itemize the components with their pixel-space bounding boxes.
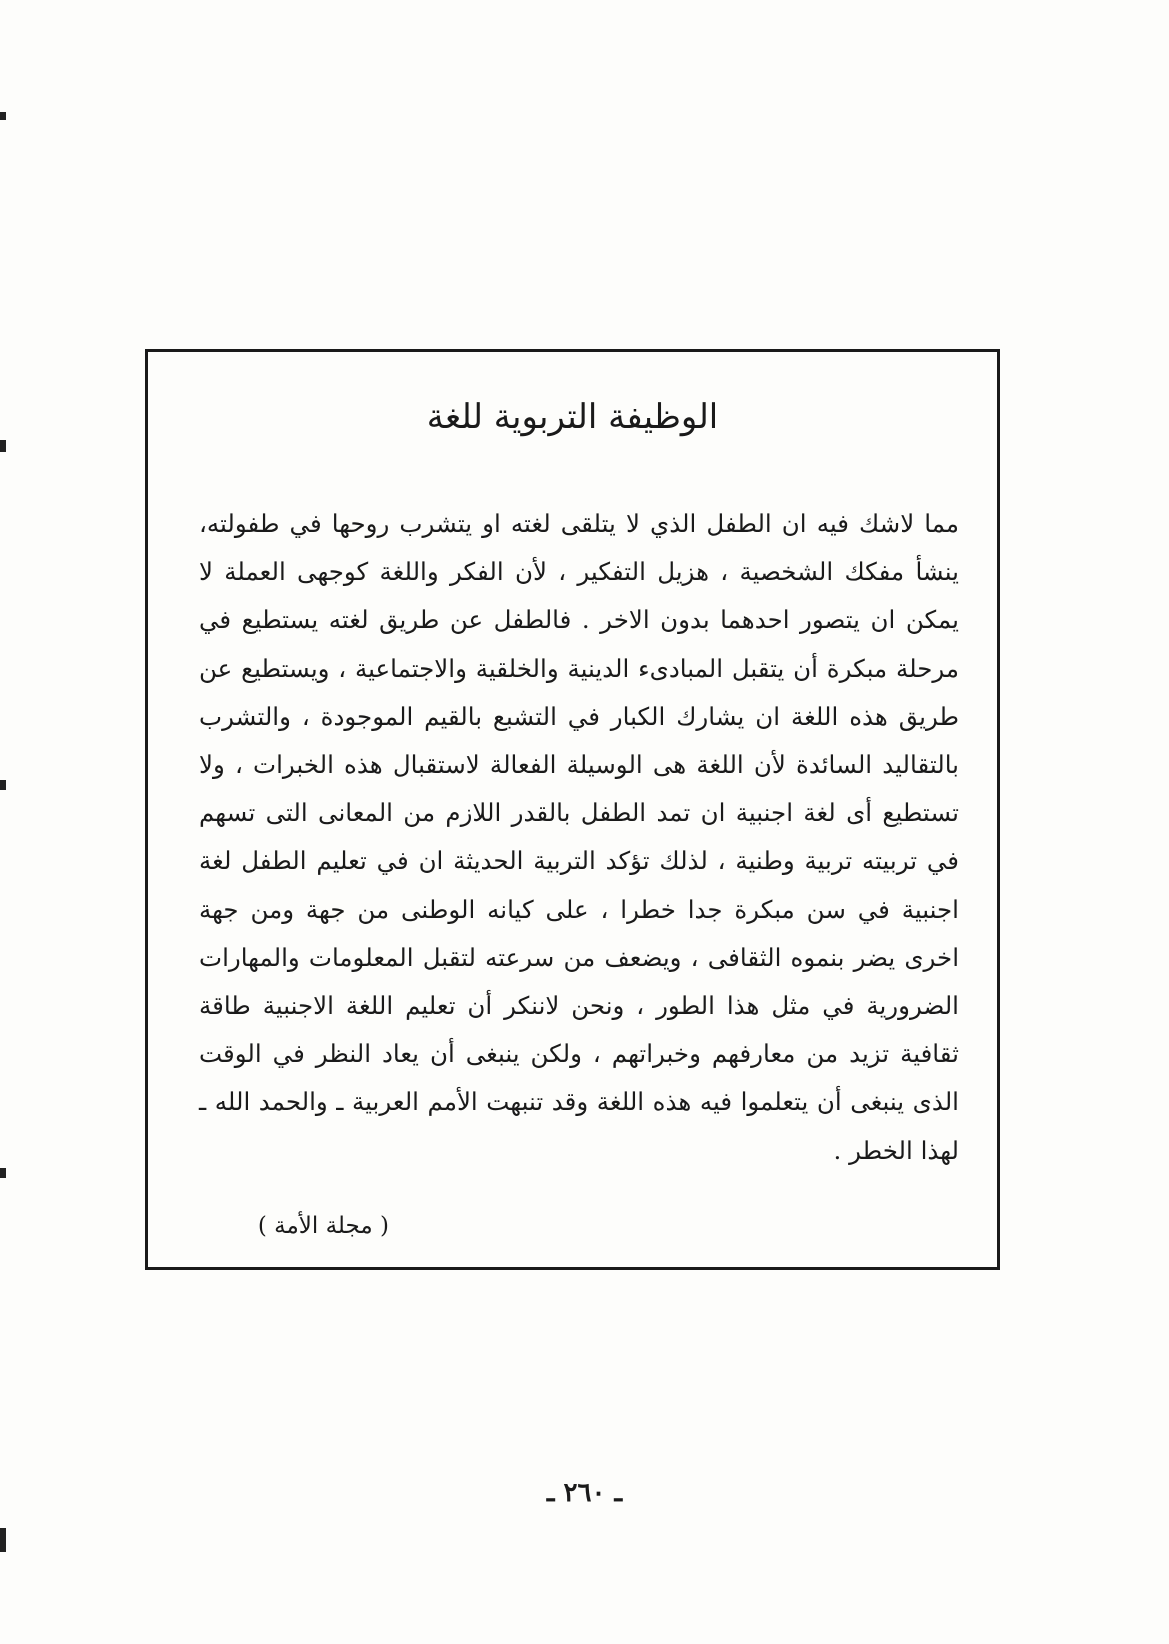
scan-edge-mark: [0, 440, 6, 452]
scan-edge-mark: [0, 112, 6, 120]
scan-edge-mark: [0, 780, 6, 790]
scan-edge-mark: [0, 1168, 6, 1178]
scan-edge-mark: [0, 1528, 6, 1552]
article-box: [145, 349, 1000, 1270]
article-title: الوظيفة التربوية للغة: [426, 397, 719, 437]
article-source: ( مجلة الأمة ): [257, 1213, 389, 1239]
article-body: مما لاشك فيه ان الطفل الذي لا يتلقى لغته او يتشرب روحها في طفولته، ينشأ مفكك الشخصية ، هزيل التفكير ، لأن الفكر واللغة كوجهى العملة لا يمكن ان يتصور احدهما بدون الاخر . فالطفل عن طريق لغته يستطيع في مرحلة مبكرة أن يتقبل المبادىء الدينية والخلقية والاجتماعية ، ويستطيع عن طريق هذه اللغة ان يشارك الكبار في التشبع بالقيم الموجودة ، والتشرب بالتقاليد السائدة لأن اللغة هى الوسيلة الفعالة لاستقبال هذه الخبرات ، ولا تستطيع أى لغة اجنبية ان تمد الطفل بالقدر اللازم من المعانى التى تسهم في تربيته تربية وطنية ، لذلك تؤكد التربية الحديثة ان في تعليم الطفل لغة اجنبية في سن مبكرة جدا خطرا ، على كيانه الوطنى من جهة ومن جهة اخرى يضر بنموه الثقافى ، ويضعف من سرعته لتقبل المعلومات والمهارات الضرورية في مثل هذا الطور ، ونحن لاننكر أن تعليم اللغة الاجنبية طاقة ثقافية تزيد من معارفهم وخبراتهم ، ولكن ينبغى أن يعاد النظر في الوقت الذى ينبغى أن يتعلموا فيه هذه اللغة وقد تنبهت الأمم العربية ـ والحمد الله ـ لهذا الخطر .: [199, 509, 959, 1165]
page-number: ـ ٢٦٠ ـ: [546, 1478, 623, 1508]
